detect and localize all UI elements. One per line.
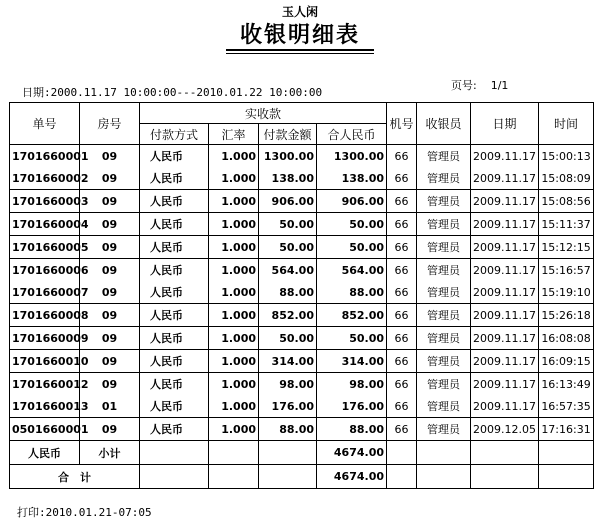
table-row (10, 190, 594, 213)
cell-machine-no: 66 (387, 350, 417, 373)
cell-date: 2009.11.17 (471, 304, 539, 327)
cell-room-no: 09 (80, 213, 140, 236)
cell-bill-no: 1701660004 (10, 213, 80, 236)
table-row (10, 167, 594, 190)
cell-room-no: 01 (80, 395, 140, 418)
cell-bill-no: 1701660001 (10, 145, 80, 168)
cell-machine-no: 66 (387, 373, 417, 396)
cell-total: 1300.00 (317, 145, 387, 168)
cell-total: 564.00 (317, 259, 387, 282)
table-body (10, 145, 594, 441)
cell-time: 15:08:56 (539, 190, 594, 213)
cell-date: 2009.11.17 (471, 167, 539, 190)
table-row (10, 213, 594, 236)
table-row (10, 281, 594, 304)
cell-rate: 1.000 (209, 418, 259, 441)
subtotal-empty (417, 441, 471, 465)
cell-pay-amount: 88.00 (259, 281, 317, 304)
cell-machine-no: 66 (387, 259, 417, 282)
cell-rate: 1.000 (209, 190, 259, 213)
subtotal-total: 4674.00 (317, 441, 387, 465)
cell-time: 15:08:09 (539, 167, 594, 190)
cell-machine-no: 66 (387, 418, 417, 441)
cell-machine-no: 66 (387, 395, 417, 418)
header-date: 日期 (471, 103, 539, 145)
cell-time: 15:16:57 (539, 259, 594, 282)
cell-total: 98.00 (317, 373, 387, 396)
grand-total-empty (539, 465, 594, 489)
header-time: 时间 (539, 103, 594, 145)
cell-pay-method: 人民币 (140, 145, 209, 168)
cell-pay-method: 人民币 (140, 190, 209, 213)
cell-pay-amount: 50.00 (259, 213, 317, 236)
header-total: 合人民币 (317, 124, 387, 145)
page-value: 1/1 (490, 79, 509, 92)
subtotal-empty (387, 441, 417, 465)
table-row (10, 327, 594, 350)
cell-room-no: 09 (80, 327, 140, 350)
grand-total-empty (417, 465, 471, 489)
cell-cashier: 管理员 (417, 418, 471, 441)
cell-pay-amount: 88.00 (259, 418, 317, 441)
cell-time: 16:09:15 (539, 350, 594, 373)
cell-pay-amount: 50.00 (259, 327, 317, 350)
subtotal-empty (539, 441, 594, 465)
cell-room-no: 09 (80, 373, 140, 396)
table-row (10, 395, 594, 418)
cell-room-no: 09 (80, 418, 140, 441)
cell-bill-no: 1701660010 (10, 350, 80, 373)
header-pay-amount: 付款金额 (259, 124, 317, 145)
print-time (17, 504, 152, 520)
cell-room-no: 09 (80, 167, 140, 190)
cell-total: 50.00 (317, 236, 387, 259)
cell-machine-no: 66 (387, 190, 417, 213)
subtotal-row (10, 441, 594, 465)
cell-total: 176.00 (317, 395, 387, 418)
cell-pay-method: 人民币 (140, 327, 209, 350)
table-row (10, 145, 594, 168)
cell-total: 138.00 (317, 167, 387, 190)
cell-pay-method: 人民币 (140, 395, 209, 418)
header-row-1 (10, 103, 594, 124)
cashier-detail-table (9, 102, 594, 489)
cell-rate: 1.000 (209, 259, 259, 282)
cell-pay-method: 人民币 (140, 259, 209, 282)
cell-pay-method: 人民币 (140, 213, 209, 236)
header-cashier: 收银员 (417, 103, 471, 145)
subtotal-empty (471, 441, 539, 465)
cell-machine-no: 66 (387, 213, 417, 236)
grand-total-row (10, 465, 594, 489)
cell-cashier: 管理员 (417, 213, 471, 236)
cell-date: 2009.11.17 (471, 236, 539, 259)
cell-room-no: 09 (80, 281, 140, 304)
grand-total-empty (140, 465, 209, 489)
cell-rate: 1.000 (209, 145, 259, 168)
header-received: 实收款 (140, 103, 387, 124)
cell-rate: 1.000 (209, 304, 259, 327)
cell-cashier: 管理员 (417, 167, 471, 190)
cell-time: 15:19:10 (539, 281, 594, 304)
print-label: 打印: (17, 506, 46, 519)
cell-pay-method: 人民币 (140, 418, 209, 441)
cell-room-no: 09 (80, 304, 140, 327)
cell-date: 2009.11.17 (471, 327, 539, 350)
date-range (22, 84, 322, 100)
cell-bill-no: 1701660002 (10, 167, 80, 190)
cell-room-no: 09 (80, 259, 140, 282)
cell-pay-amount: 98.00 (259, 373, 317, 396)
page-number (451, 77, 508, 93)
table-row (10, 236, 594, 259)
cell-rate: 1.000 (209, 327, 259, 350)
grand-total-empty (387, 465, 417, 489)
cell-pay-amount: 50.00 (259, 236, 317, 259)
cell-room-no: 09 (80, 350, 140, 373)
cell-cashier: 管理员 (417, 259, 471, 282)
date-label: 日期: (22, 86, 51, 99)
cell-pay-amount: 1300.00 (259, 145, 317, 168)
cell-time: 15:12:15 (539, 236, 594, 259)
cell-total: 88.00 (317, 418, 387, 441)
cell-rate: 1.000 (209, 213, 259, 236)
cell-total: 906.00 (317, 190, 387, 213)
cell-pay-method: 人民币 (140, 350, 209, 373)
cell-date: 2009.11.17 (471, 213, 539, 236)
subtotal-sublabel: 小计 (80, 441, 140, 465)
cell-cashier: 管理员 (417, 190, 471, 213)
cell-room-no: 09 (80, 190, 140, 213)
cell-pay-amount: 138.00 (259, 167, 317, 190)
subtotal-label: 人民币 (10, 441, 80, 465)
cell-cashier: 管理员 (417, 395, 471, 418)
report-title: 收银明细表 (239, 22, 360, 48)
header-room-no: 房号 (80, 103, 140, 145)
cell-pay-amount: 852.00 (259, 304, 317, 327)
cell-cashier: 管理员 (417, 350, 471, 373)
cell-bill-no: 1701660012 (10, 373, 80, 396)
cell-date: 2009.11.17 (471, 373, 539, 396)
header-machine-no: 机号 (387, 103, 417, 145)
header-rate: 汇率 (209, 124, 259, 145)
table-row (10, 304, 594, 327)
subtotal-empty (140, 441, 209, 465)
company-name: 玉人闲 (281, 5, 318, 19)
cell-cashier: 管理员 (417, 304, 471, 327)
cell-bill-no: 1701660008 (10, 304, 80, 327)
cell-pay-method: 人民币 (140, 167, 209, 190)
cell-cashier: 管理员 (417, 145, 471, 168)
cell-time: 16:13:49 (539, 373, 594, 396)
cell-total: 314.00 (317, 350, 387, 373)
cell-time: 16:57:35 (539, 395, 594, 418)
header-pay-method: 付款方式 (140, 124, 209, 145)
cell-cashier: 管理员 (417, 281, 471, 304)
grand-total-empty (209, 465, 259, 489)
subtotal-empty (259, 441, 317, 465)
cell-bill-no: 1701660003 (10, 190, 80, 213)
cell-machine-no: 66 (387, 167, 417, 190)
cell-date: 2009.11.17 (471, 395, 539, 418)
subtotal-empty (209, 441, 259, 465)
cell-rate: 1.000 (209, 167, 259, 190)
cell-date: 2009.11.17 (471, 350, 539, 373)
cell-time: 15:11:37 (539, 213, 594, 236)
cell-bill-no: 1701660005 (10, 236, 80, 259)
cell-pay-method: 人民币 (140, 373, 209, 396)
title-underline-thick (226, 49, 374, 51)
cell-time: 17:16:31 (539, 418, 594, 441)
cell-pay-amount: 176.00 (259, 395, 317, 418)
cell-room-no: 09 (80, 236, 140, 259)
grand-total-label: 合 计 (10, 465, 140, 489)
cell-pay-method: 人民币 (140, 281, 209, 304)
table-row (10, 350, 594, 373)
cell-rate: 1.000 (209, 236, 259, 259)
cell-bill-no: 0501660001 (10, 418, 80, 441)
cell-rate: 1.000 (209, 395, 259, 418)
cell-total: 50.00 (317, 213, 387, 236)
cell-time: 16:08:08 (539, 327, 594, 350)
cell-time: 15:00:13 (539, 145, 594, 168)
print-time-value: 2010.01.21-07:05 (45, 506, 152, 519)
cell-date: 2009.11.17 (471, 190, 539, 213)
cell-pay-amount: 314.00 (259, 350, 317, 373)
cell-pay-amount: 564.00 (259, 259, 317, 282)
cell-cashier: 管理员 (417, 327, 471, 350)
cell-bill-no: 1701660006 (10, 259, 80, 282)
cell-pay-method: 人民币 (140, 304, 209, 327)
cell-machine-no: 66 (387, 304, 417, 327)
table-row (10, 373, 594, 396)
date-range-value: 2000.11.17 10:00:00---2010.01.22 10:00:00 (50, 86, 323, 99)
cell-machine-no: 66 (387, 281, 417, 304)
cell-bill-no: 1701660013 (10, 395, 80, 418)
cell-date: 2009.11.17 (471, 281, 539, 304)
cell-machine-no: 66 (387, 327, 417, 350)
cell-rate: 1.000 (209, 281, 259, 304)
title-underline-thin (226, 53, 374, 54)
cell-total: 88.00 (317, 281, 387, 304)
cell-pay-amount: 906.00 (259, 190, 317, 213)
cell-total: 852.00 (317, 304, 387, 327)
cell-date: 2009.11.17 (471, 145, 539, 168)
table-row (10, 259, 594, 282)
cell-rate: 1.000 (209, 350, 259, 373)
cell-cashier: 管理员 (417, 373, 471, 396)
cell-machine-no: 66 (387, 236, 417, 259)
grand-total-empty (471, 465, 539, 489)
grand-total-empty (259, 465, 317, 489)
cell-time: 15:26:18 (539, 304, 594, 327)
cell-pay-method: 人民币 (140, 236, 209, 259)
cell-room-no: 09 (80, 145, 140, 168)
cell-rate: 1.000 (209, 373, 259, 396)
cell-date: 2009.11.17 (471, 259, 539, 282)
header-bill-no: 单号 (10, 103, 80, 145)
page-label: 页号: (451, 79, 477, 92)
cell-date: 2009.12.05 (471, 418, 539, 441)
cell-bill-no: 1701660009 (10, 327, 80, 350)
grand-total-value: 4674.00 (317, 465, 387, 489)
table-row (10, 418, 594, 441)
cell-bill-no: 1701660007 (10, 281, 80, 304)
cell-cashier: 管理员 (417, 236, 471, 259)
cell-machine-no: 66 (387, 145, 417, 168)
cell-total: 50.00 (317, 327, 387, 350)
